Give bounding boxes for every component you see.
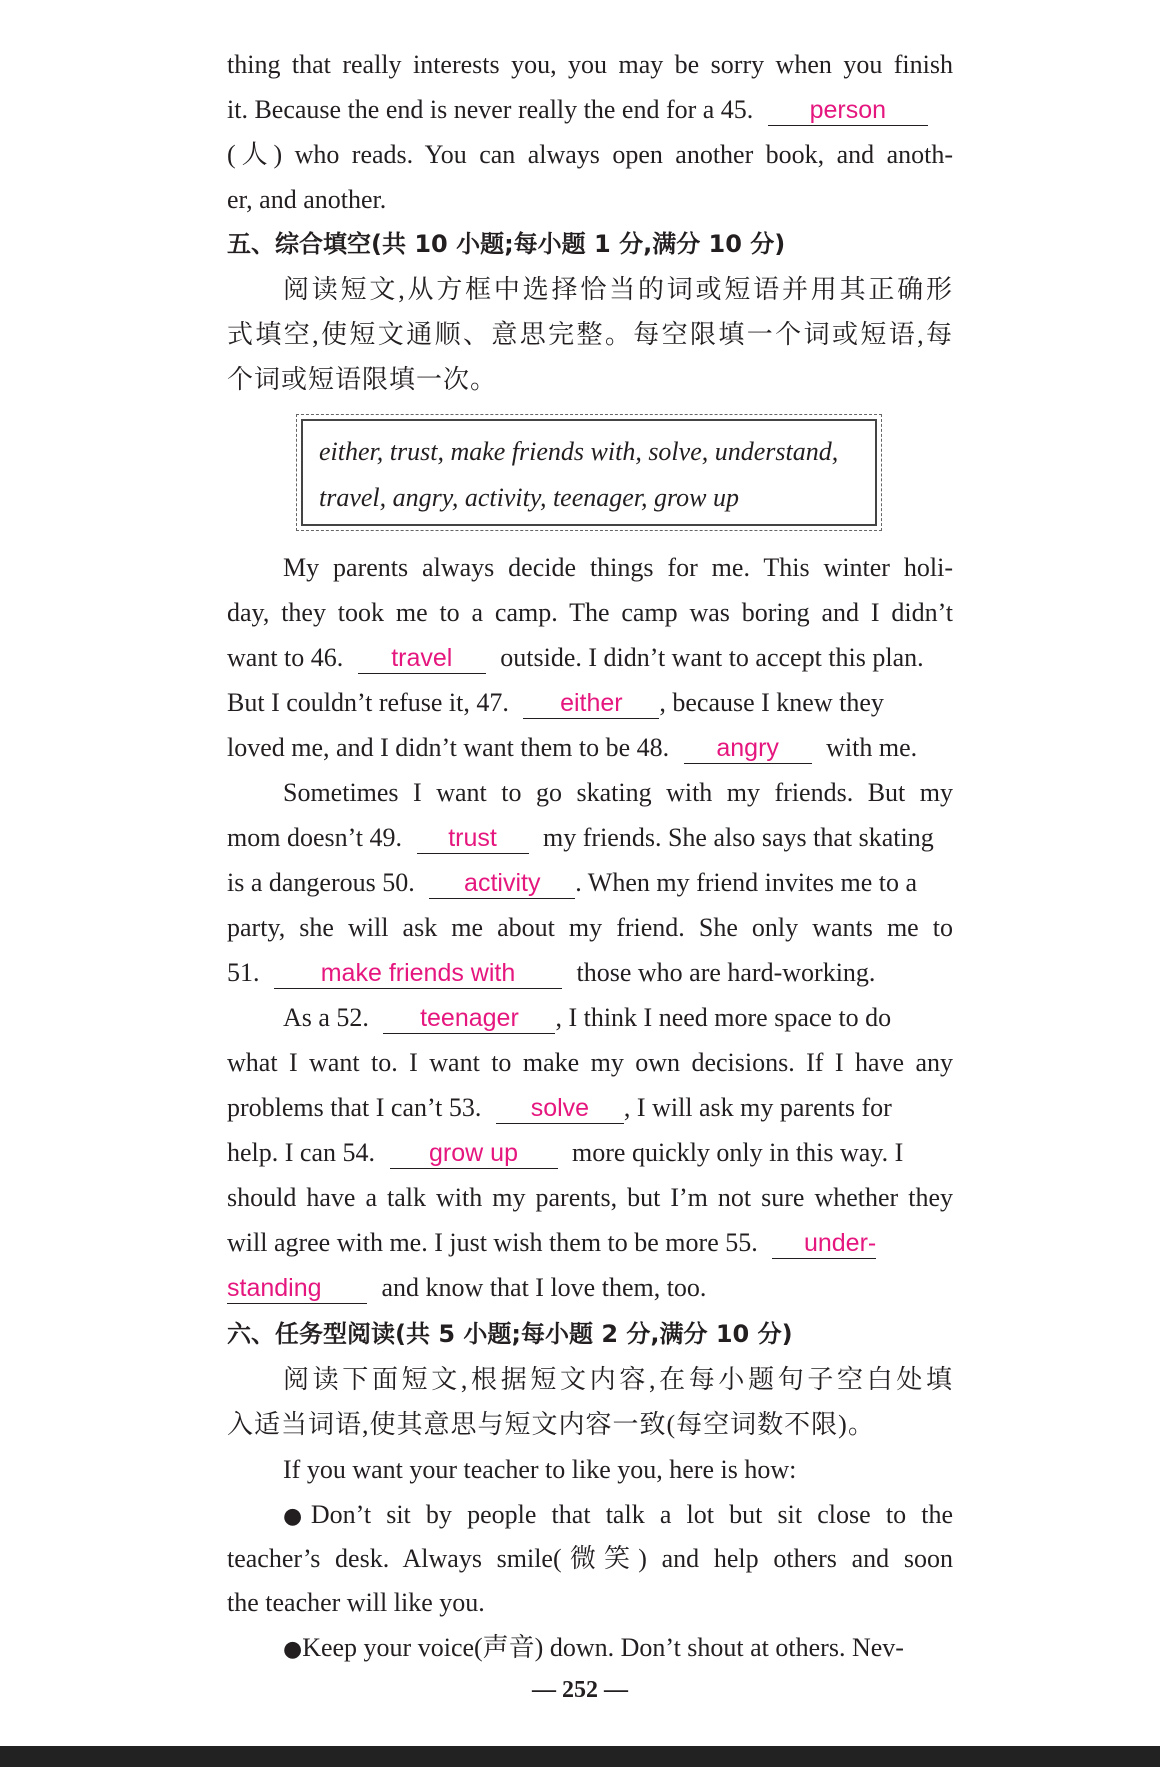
text-line [227,87,953,132]
answer-blank-54 [390,1138,558,1169]
answer-blank-46 [358,643,486,674]
section-heading: 五、综合填空(共 10 小题;每小题 1 分,满分 10 分) [227,230,786,258]
text-line [227,680,953,725]
answer-blank-53 [496,1093,624,1124]
word-bank-line: either, trust, make friends with, solve, understand, [319,437,839,466]
text-segment: problems that I can’t 53. [227,1093,482,1122]
instruction-line: 阅读下面短文,根据短文内容,在每小题句子空白处填 [283,1365,953,1394]
instruction-line: 式填空,使短文通顺、意思完整。每空限填一个词或短语,每 [227,320,953,349]
answer-text: teenager [420,1004,519,1032]
answer-blank-51 [274,958,562,989]
word-bank-box [301,419,877,526]
text-line [227,950,953,995]
text-line [227,860,953,905]
answer-blank-45 [768,95,928,126]
answer-text: standing [227,1274,322,1302]
text-segment: with me. [826,733,918,762]
bullet-line [283,1492,953,1539]
bullet-icon: ● [283,1637,303,1662]
answer-blank-49 [417,823,529,854]
text-line [227,725,953,770]
text-line: Sometimes I want to go skating with my friends. But my [283,778,953,807]
text-line: er, and another. [227,185,387,214]
text-segment: But I couldn’t refuse it, 47. [227,688,509,717]
text-segment: As a 52. [283,1003,369,1032]
answer-text: under- [803,1229,877,1257]
text-line [227,1265,953,1310]
answer-text: make friends with [320,959,516,987]
text-segment: it. Because the end is never really the end for a 45. [227,95,754,124]
answer-text: either [560,689,623,717]
text-line [227,815,953,860]
answer-text: grow up [429,1139,518,1167]
text-segment: and know that I love them, too. [381,1273,707,1302]
text-line: should have a talk with my parents, but I’m not sure whether they [227,1183,953,1212]
text-line [227,635,953,680]
text-segment: 51. [227,958,260,987]
text-segment: want to 46. [227,643,344,672]
text-line [227,1220,953,1265]
text-line: If you want your teacher to like you, here is how: [283,1455,797,1484]
text-segment: . When my friend invites me to a [575,868,918,897]
text-segment: Keep your voice(声音) down. Don’t shout at others. Nev- [302,1633,904,1662]
text-segment: , because I knew they [659,688,884,717]
answer-text: activity [464,869,541,897]
text-segment: is a dangerous 50. [227,868,415,897]
answer-blank-52 [383,1003,555,1034]
text-segment: will agree with me. I just wish them to be more 55. [227,1228,758,1257]
answer-text: travel [391,644,453,672]
bullet-line [283,1625,953,1672]
answer-blank-55 [772,1228,876,1259]
page-number: — 252 — [532,1677,628,1703]
text-line: party, she will ask me about my friend. She only wants me to [227,913,953,942]
text-segment: mom doesn’t 49. [227,823,403,852]
text-line: day, they took me to a camp. The camp was boring and I didn’t [227,598,953,627]
text-segment: outside. I didn’t want to accept this plan. [500,643,924,672]
answer-blank-48 [684,733,812,764]
text-segment: more quickly only in this way. I [572,1138,904,1167]
word-bank-line: travel, angry, activity, teenager, grow up [319,483,740,512]
bottom-bar [0,1746,1160,1767]
text-segment: , I think I need more space to do [555,1003,892,1032]
text-line: the teacher will like you. [227,1588,485,1617]
answer-text: person [809,96,887,124]
text-segment: loved me, and I didn’t want them to be 48. [227,733,670,762]
text-segment: help. I can 54. [227,1138,376,1167]
instruction-line: 阅读短文,从方框中选择恰当的词或短语并用其正确形 [283,275,953,304]
answer-blank-50 [429,868,575,899]
text-segment: those who are hard-working. [576,958,876,987]
text-line: My parents always decide things for me. This winter holi- [283,553,953,582]
text-line: what I want to. I want to make my own decisions. If I have any [227,1048,953,1077]
text-line: teacher’s desk. Always smile(微笑) and help others and soon [227,1544,953,1573]
text-line [283,995,953,1040]
text-line [227,1085,953,1130]
instruction-line: 入适当词语,使其意思与短文内容一致(每空词数不限)。 [227,1410,875,1439]
answer-text: angry [716,734,779,762]
text-line [227,1130,953,1175]
text-line: (人) who reads. You can always open another book, and anoth- [227,140,953,169]
text-segment: my friends. She also says that skating [543,823,934,852]
instruction-line: 个词或短语限填一次。 [227,365,498,394]
text-segment: Don’t sit by people that talk a lot but sit close to the [310,1500,953,1529]
text-line: thing that really interests you, you may be sorry when you finish [227,50,953,79]
section-heading: 六、任务型阅读(共 5 小题;每小题 2 分,满分 10 分) [227,1320,793,1348]
answer-text: trust [448,824,497,852]
answer-text: solve [530,1094,590,1122]
answer-blank-55-continued [227,1273,367,1304]
text-segment: , I will ask my parents for [623,1093,892,1122]
bullet-icon: ● [283,1504,311,1529]
answer-blank-47 [523,688,659,719]
